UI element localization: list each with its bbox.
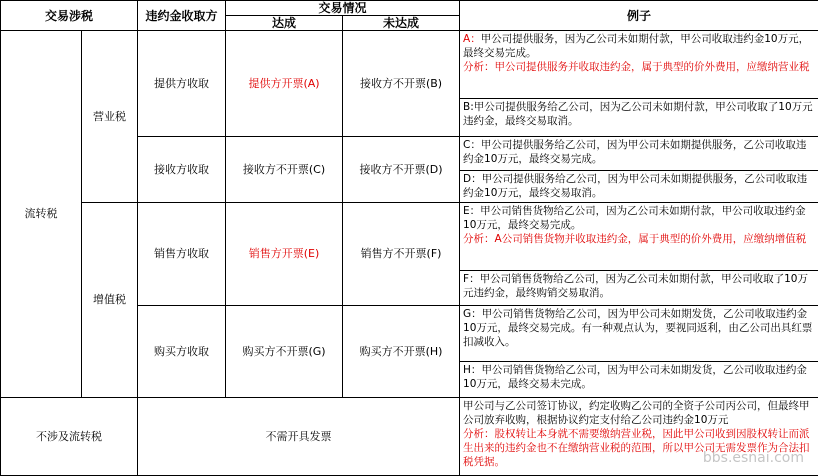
collector-seller: 销售方收取: [138, 203, 226, 306]
example-d-label: D：: [463, 173, 482, 185]
example-a-text: 甲公司提供服务，因为乙公司未如期付款，甲公司收取违约金10万元，最终交易完成。: [463, 33, 810, 59]
example-e-analysis: 分析：A公司销售货物并收取违约金，属于典型的价外费用，应缴纳增值税: [463, 233, 807, 245]
seller-done: 销售方开票(E): [226, 203, 343, 306]
seller-notdone: 销售方不开票(F): [343, 203, 460, 306]
example-d: [460, 171, 818, 203]
example-c: [460, 137, 818, 171]
example-b: [460, 99, 818, 137]
header-done: 达成: [226, 16, 343, 31]
example-e-text: 甲公司销售货物给乙公司，因为乙公司未如期付款，甲公司收取违约金10万元，最终交易完成。: [463, 205, 806, 231]
example-n: [460, 398, 818, 476]
example-d-text: 甲公司提供服务给乙公司，因为甲公司未如期提供服务，乙公司收取违约金10万元，最终交易取消。: [463, 173, 808, 199]
collector-provider: 提供方收取: [138, 31, 226, 137]
group-zengzhi: 增值税: [82, 203, 138, 398]
buyer-done: 购买方不开票(G): [226, 306, 343, 398]
header-collector: 违约金收取方: [138, 1, 226, 31]
header-trade: 交易情况: [226, 1, 460, 16]
group-yingye: 营业税: [82, 31, 138, 203]
example-g: [460, 306, 818, 362]
buyer-notdone: 购买方不开票(H): [343, 306, 460, 398]
example-a-label: A：: [463, 33, 481, 45]
example-e: [460, 203, 818, 271]
example-c-label: C：: [463, 139, 481, 151]
none-merged: 不需开具发票: [138, 398, 460, 476]
example-b-label: B:: [463, 101, 474, 113]
example-b-text: 甲公司提供服务给乙公司，因为乙公司未如期付款，甲公司收取了10万元违约金，最终交易取消。: [463, 101, 813, 127]
example-g-text: 甲公司销售货物给乙公司，因为甲公司未如期发货，乙公司收取违约金10万元，最终交易完成。有一种观点认为，要视同返利，由乙公司出具红票扣减收入。: [463, 308, 813, 348]
collector-receiver: 接收方收取: [138, 137, 226, 203]
header-notdone: 未达成: [343, 16, 460, 31]
example-f-label: F：: [463, 273, 480, 285]
receiver-notdone: 接收方不开票(D): [343, 137, 460, 203]
example-e-label: E：: [463, 205, 481, 217]
group-bushe: 不涉及流转税: [1, 398, 138, 476]
example-g-label: G：: [463, 308, 482, 320]
example-f: [460, 271, 818, 306]
example-n-text: 甲公司与乙公司签订协议，约定收购乙公司的全资子公司丙公司，但最终甲公司放弃收购，根据协议约定支付给乙公司违约金10万元: [463, 400, 810, 426]
example-f-text: 甲公司销售货物给乙公司，因为乙公司未如期付款，甲公司收取了10万元违约金，最终购销交易取消。: [463, 273, 808, 299]
header-example: 例子: [460, 1, 818, 31]
example-a: [460, 31, 818, 99]
collector-buyer: 购买方收取: [138, 306, 226, 398]
example-h-label: H：: [463, 364, 482, 376]
group-liuzhuan: 流转税: [1, 31, 82, 398]
header-tax: 交易涉税: [1, 1, 138, 31]
receiver-done: 接收方不开票(C): [226, 137, 343, 203]
example-h-text: 甲公司销售货物给乙公司，因为甲公司未如期发货，乙公司收取违约金10万元，最终交易未完成。: [463, 364, 807, 390]
provider-notdone: 接收方不开票(B): [343, 31, 460, 137]
watermark: bbs.esnai.com: [702, 450, 804, 466]
example-a-analysis: 分析：甲公司提供服务并收取违约金，属于典型的价外费用，应缴纳营业税: [463, 61, 810, 73]
example-h: [460, 362, 818, 398]
example-n-analysis: 分析：股权转让本身就不需要缴纳营业税，因此甲公司收到因股权转让而派生出来的违约金也不在缴纳营业税的范围，所以甲公司无需发票作为合法扣税凭据。: [463, 428, 810, 468]
example-c-text: 甲公司提供服务给乙公司，因为甲公司未如期提供服务，乙公司收取违约金10万元，最终交易完成。: [463, 139, 807, 165]
provider-done: 提供方开票(A): [226, 31, 343, 137]
